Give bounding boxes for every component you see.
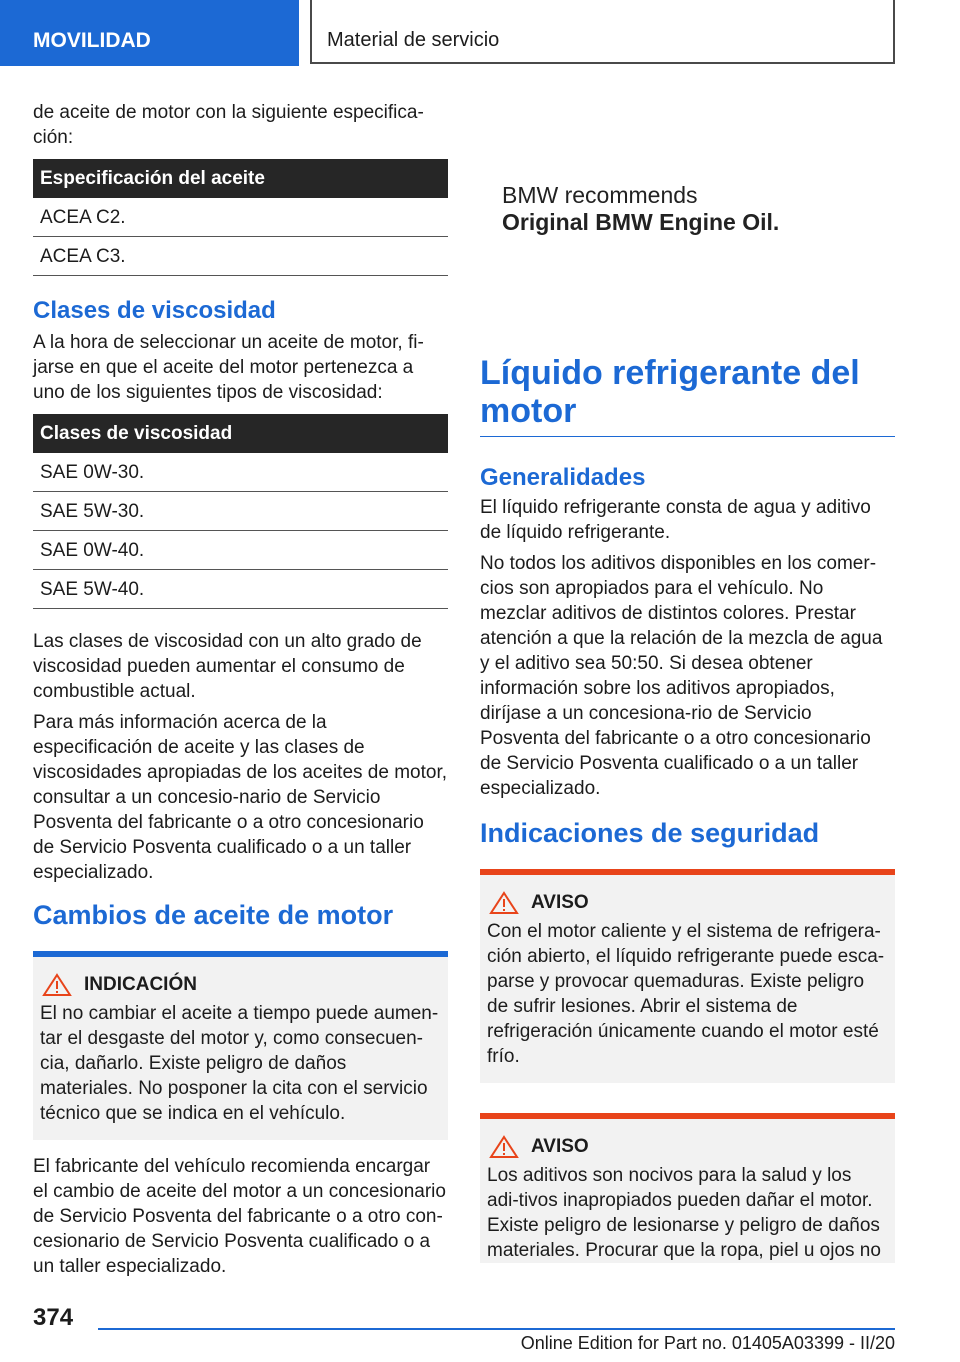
- table-row: SAE 5W-30.: [33, 492, 448, 531]
- warning-2-title: AVISO: [531, 1136, 589, 1157]
- table-row: SAE 0W-30.: [33, 453, 448, 492]
- oil-spec-table: [33, 159, 448, 276]
- warning-triangle-icon: [487, 891, 521, 915]
- viscosity-paragraph: Las clases de viscosidad con un alto grado de viscosidad pueden aumentar el consumo de combustible actual.: [33, 631, 422, 702]
- right-column: [480, 100, 895, 1277]
- left-column: [33, 100, 448, 1285]
- table-row: SAE 0W-40.: [33, 531, 448, 570]
- general-heading: Generalidades: [480, 464, 646, 491]
- section-title: MOVILIDAD: [33, 29, 151, 52]
- edition-note: Online Edition for Part no. 01405A03399 - II/20: [520, 1333, 895, 1353]
- warning-box-1: [480, 869, 895, 1083]
- section-tab: [0, 0, 299, 66]
- manufacturer-recommendation: El fabricante del vehículo recomienda encargar el cambio de aceite del motor a un concesionario de Servicio Posventa del fabricante o a otro con-cesionario de Servicio Posventa cualificado o a un taller especializado.: [33, 1156, 446, 1277]
- viscosity-intro: A la hora de seleccionar un aceite de motor, fi-jarse en que el aceite del motor pertenezca a uno de los siguientes tipos de viscosidad:: [33, 332, 424, 403]
- banner-line1: BMW recommends: [502, 182, 698, 208]
- notice-title: INDICACIÓN: [84, 974, 197, 995]
- warning-1-title: AVISO: [531, 892, 589, 913]
- warning-1-text: Con el motor caliente y el sistema de refrigera-ción abierto, el líquido refrigerante puede esca-parse y provocar quemaduras. Existe peligro de sufrir lesiones. Abrir el sistema de refrigeración únicamente cuando el motor esté frío.: [487, 921, 885, 1067]
- oil-spec-intro: de aceite de motor con la siguiente especifica-ción:: [33, 102, 424, 148]
- more-info-paragraph: Para más información acerca de la especificación de aceite y las clases de viscosidades apropiadas de los aceites de motor, consultar a un concesio-nario de Servicio Posventa del fabricante o a otro concesionario de Servicio Posventa cualificado o a un taller especializado.: [33, 712, 448, 883]
- footer-divider: [98, 1328, 895, 1330]
- warning-triangle-icon: [487, 1135, 521, 1159]
- warning-2-text: Los aditivos son nocivos para la salud y los adi-tivos inapropiados pueden dañar el motor. Existe peligro de lesionarse y peligro de daños materiales. Procurar que la ropa, piel u ojos no: [487, 1165, 881, 1261]
- warning-triangle-icon: [40, 973, 74, 997]
- oil-spec-table-header: Especificación del aceite: [33, 159, 448, 198]
- page-number: 374: [33, 1304, 74, 1331]
- viscosity-table: [33, 414, 448, 609]
- bmw-oil-banner: [502, 182, 895, 236]
- chapter-tab: [310, 0, 895, 64]
- general-paragraph-2: No todos los aditivos disponibles en los comer-cios son apropiados para el vehículo. No mezclar aditivos de distintos colores. Prestar atención a que la relación de la mezcla de agua y el aditivo sea 50:50. Si desea obtener información sobre los aditivos apropiados, diríjase a un concesiona-rio de Servicio Posventa del fabricante o a otro concesionario de Servicio Posventa cualificado o a un taller especializado.: [480, 553, 883, 799]
- table-row: SAE 5W-40.: [33, 570, 448, 609]
- notice-box: [33, 951, 448, 1140]
- viscosity-table-header: Clases de viscosidad: [33, 414, 448, 453]
- table-row: ACEA C2.: [33, 198, 448, 237]
- notice-text: El no cambiar el aceite a tiempo puede aumen-tar el desgaste del motor y, como consecuen-cia, dañarlo. Existe peligro de daños materiales. No posponer la cita con el servicio técnico que se indica en el vehículo.: [40, 1003, 439, 1124]
- safety-heading: Indicaciones de seguridad: [480, 818, 820, 848]
- oil-change-heading: Cambios de aceite de motor: [33, 900, 394, 930]
- banner-line2: Original BMW Engine Oil.: [502, 209, 780, 235]
- viscosity-heading: Clases de viscosidad: [33, 297, 276, 324]
- table-row: ACEA C3.: [33, 237, 448, 276]
- coolant-heading: Líquido refrigerante del motor: [480, 354, 895, 437]
- general-paragraph-1: El líquido refrigerante consta de agua y aditivo de líquido refrigerante.: [480, 497, 871, 543]
- chapter-title: Material de servicio: [327, 29, 500, 51]
- warning-box-2: [480, 1113, 895, 1263]
